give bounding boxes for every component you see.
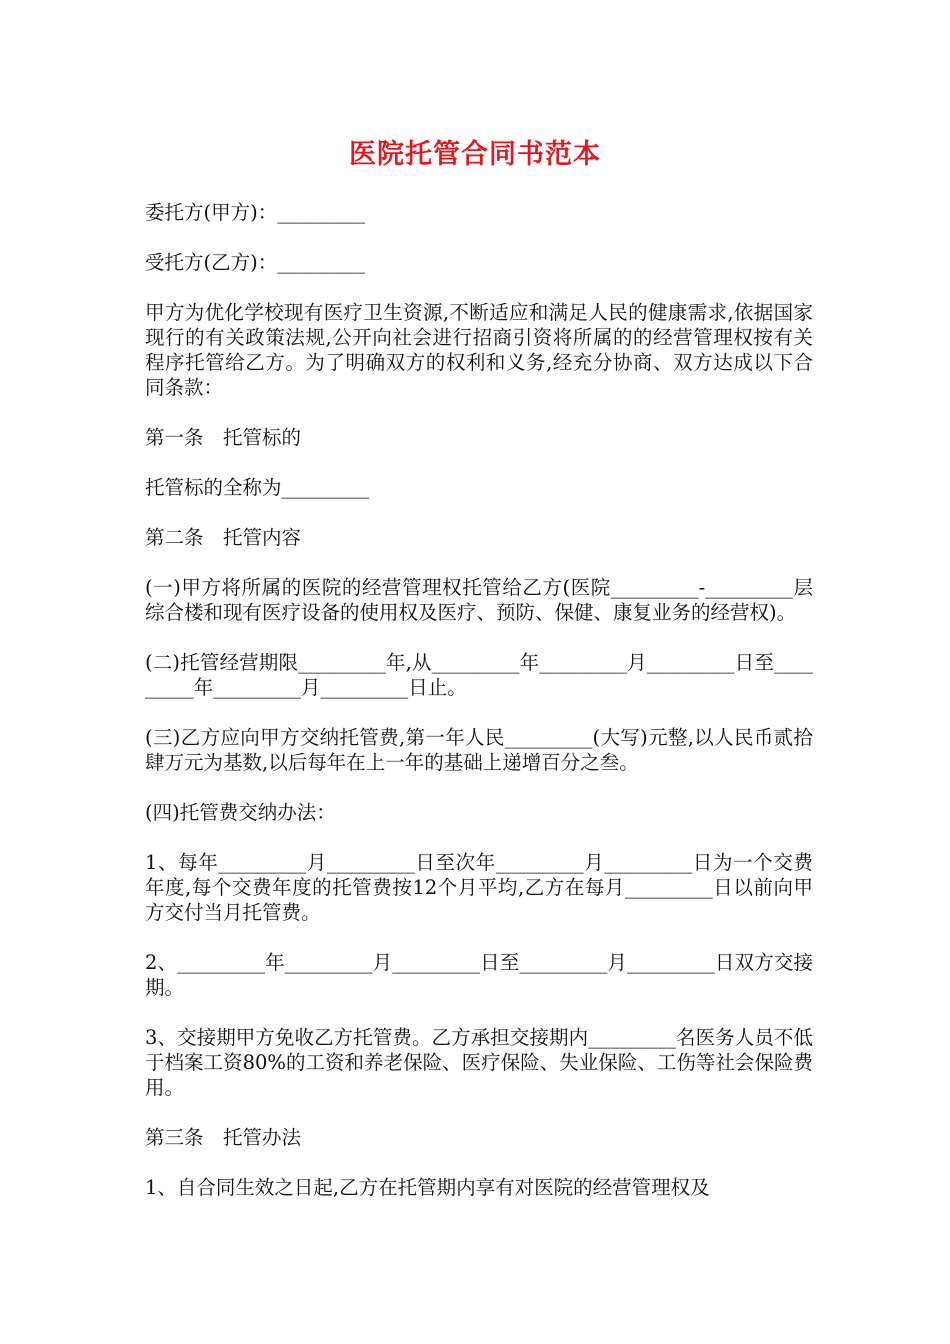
article-1-text: 托管标的全称为_________: [145, 476, 370, 499]
article-2-item-1: (一)甲方将所属的医院的经营管理权托管给乙方(医院_________-_________层综合楼和现有医疗设备的使用权及医疗、预防、保健、康复业务的经营权)。: [145, 576, 813, 624]
article-2-item-4: (四)托管费交纳办法：: [145, 801, 336, 824]
preamble-paragraph: 甲方为优化学校现有医疗卫生资源,不断适应和满足人民的健康需求,依据国家现行的有关政策法规,公开向社会进行招商引资将所属的的经营管理权按有关程序托管给乙方。为了明确双方的权利和义务,经充分协商、双方达成以下合同条款：: [145, 301, 813, 399]
document-title: 医院托管合同书范本: [349, 139, 601, 170]
article-3-heading: 第三条 托管办法: [145, 1126, 302, 1149]
payment-clause-1: 1、每年_________月_________日至次年_________月_________日为一个交费年度,每个交费年度的托管费按12个月平均,乙方在每月_________日以前向甲方交付当月托管费。: [145, 851, 813, 924]
article-2-item-2: (二)托管经营期限_________年,从_________年_________月_________日至_________年_________月_________日止。: [145, 651, 813, 699]
article-3-clause-1: 1、自合同生效之日起,乙方在托管期内享有对医院的经营管理权及: [145, 1176, 710, 1199]
payment-clause-3: 3、交接期甲方免收乙方托管费。乙方承担交接期内_________名医务人员不低于档案工资80%的工资和养老保险、医疗保险、失业保险、工伤等社会保险费用。: [145, 1026, 813, 1099]
party-a-line: 委托方(甲方)：_________: [145, 201, 365, 224]
document-body: [145, 200, 813, 1225]
article-2-item-3: (三)乙方应向甲方交纳托管费,第一年人民_________(大写)元整,以人民币贰拾肆万元为基数,以后每年在上一年的基础上递增百分之叁。: [145, 726, 813, 774]
party-b-line: 受托方(乙方)：_________: [145, 251, 365, 274]
payment-clause-2: 2、_________年_________月_________日至_________月_________日双方交接期。: [145, 951, 813, 999]
article-2-heading: 第二条 托管内容: [145, 526, 302, 549]
article-1-heading: 第一条 托管标的: [145, 426, 302, 449]
